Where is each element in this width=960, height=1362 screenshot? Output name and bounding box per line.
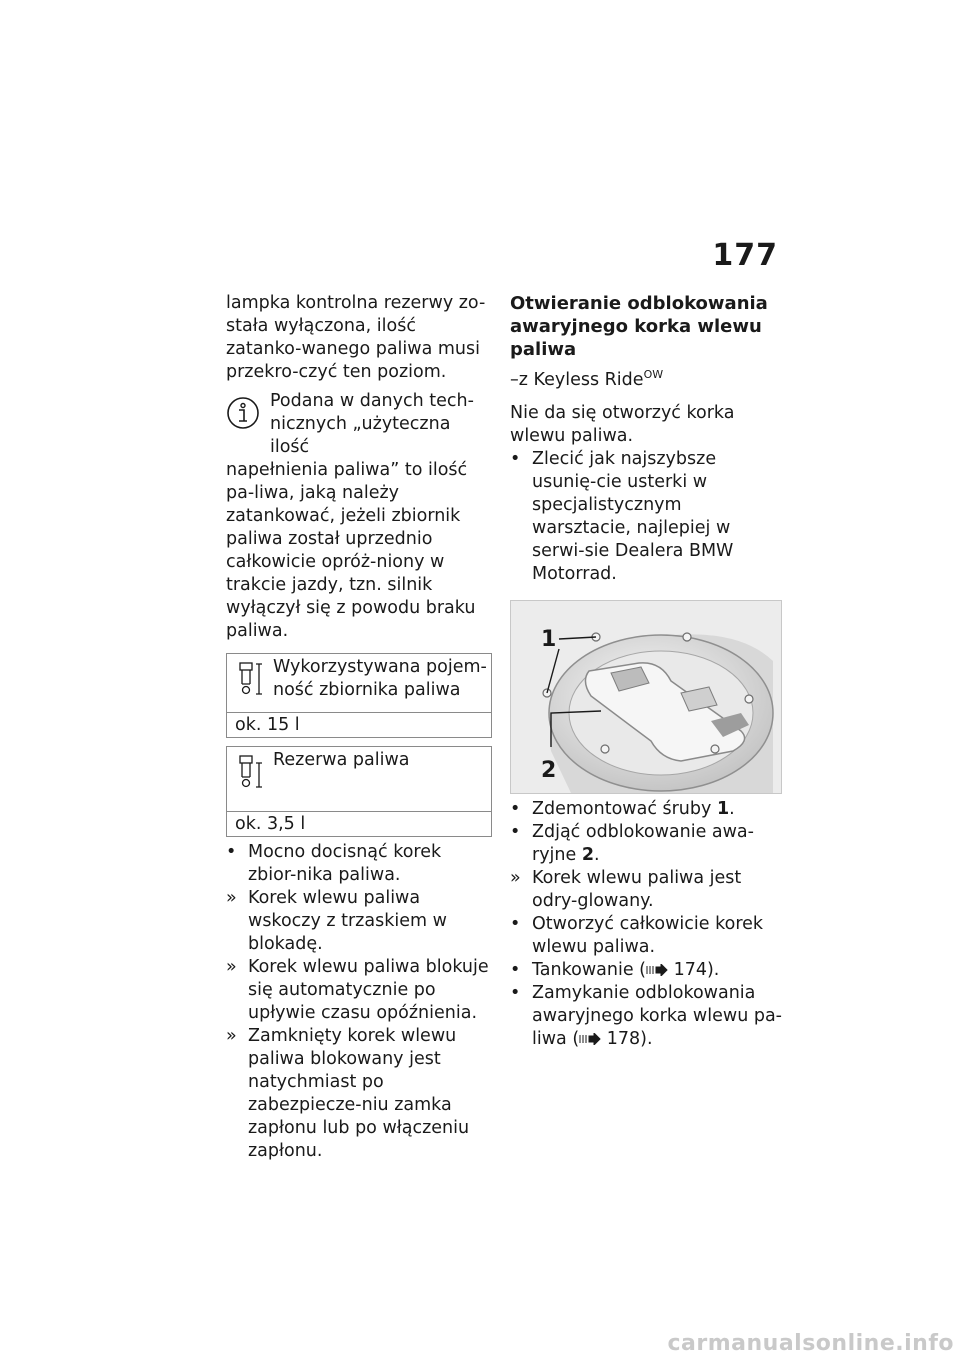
list-item — [510, 798, 782, 821]
note-text: napełnienia paliwa” to ilość pa-liwa, jaką należy zatankować, jeżeli zbiornik paliwa został uprzednio całkowicie opróż-niony w trakcie jazdy, tzn. silnik wyłączył się z powodu braku paliwa. — [226, 460, 476, 641]
spec-reserve — [226, 746, 492, 837]
spec-usable-capacity — [226, 653, 492, 738]
fuel-cap-illustration — [511, 601, 781, 793]
item-marker: • — [510, 798, 521, 819]
list-item — [510, 959, 782, 982]
left-item-list — [226, 841, 492, 1163]
list-item — [226, 956, 492, 1025]
page-reference-arrow-icon — [646, 964, 668, 976]
list-item — [510, 448, 782, 586]
item-text: Korek wlewu paliwa blokuje się automatycznie po upływie czasu opóźnienia. — [248, 957, 489, 1023]
item-text: Otworzyć całkowicie korek wlewu paliwa. — [532, 913, 764, 957]
item-marker: » — [226, 1026, 237, 1046]
item-text-end: . — [729, 798, 735, 819]
right-column — [510, 292, 782, 1051]
spec-value: ok. 15 l — [235, 715, 300, 735]
list-item — [226, 887, 492, 956]
list-item — [510, 867, 782, 913]
item-text: Zamykanie odblokowania awaryjnego korka wlewu pa-liwa ( — [532, 982, 782, 1049]
section-heading: Otwieranie odblokowania awaryjnego korka wlewu paliwa — [510, 293, 768, 360]
list-item — [510, 821, 782, 867]
item-text: Korek wlewu paliwa wskoczy z trzaskiem w blokadę. — [248, 888, 447, 954]
item-marker: » — [510, 867, 521, 888]
item-marker: • — [510, 959, 521, 980]
item-text-end: . — [594, 844, 600, 865]
item-text: Zamknięty korek wlewu paliwa blokowany jest natychmiast po zabezpiecze-niu zamka zapłonu lub po włączeniu zapłonu. — [248, 1026, 470, 1161]
intro-paragraph: lampka kontrolna rezerwy zo-stała wyłączona, ilość zatanko-wanego paliwa musi przekro-czyć ten poziom. — [226, 293, 486, 382]
steps-list — [510, 798, 782, 1051]
page-reference-link[interactable]: 174 — [673, 959, 707, 980]
item-marker: • — [226, 842, 237, 862]
info-note — [226, 390, 492, 643]
info-icon — [226, 396, 260, 430]
spec-value: ok. 3,5 l — [235, 814, 306, 834]
fuel-pump-icon — [237, 660, 265, 700]
item-text: Zdemontować śruby — [532, 798, 717, 819]
item-text: Zlecić jak najszybsze usunię-cie usterki w specjalistycznym warsztacie, najlepiej w serwi-sie Dealera BMW Motorrad. — [532, 448, 734, 584]
variant-note — [510, 363, 782, 392]
item-text: Zdjąć odblokowanie awa-ryjne — [532, 821, 754, 865]
list-item — [510, 913, 782, 959]
left-column — [226, 292, 492, 1163]
page-reference-link[interactable]: 178 — [606, 1028, 641, 1049]
item-marker: • — [510, 821, 521, 842]
figure-ref: 2 — [581, 844, 595, 865]
fuel-pump-icon — [237, 753, 265, 793]
item-text: Mocno docisnąć korek zbior-nika paliwa. — [248, 842, 442, 885]
list-item — [226, 1025, 492, 1163]
item-text: Korek wlewu paliwa jest odry-glowany. — [532, 867, 742, 911]
item-marker: » — [226, 957, 237, 977]
variant-superscript: OW — [643, 368, 664, 381]
page-reference-arrow-icon — [579, 1033, 601, 1045]
item-marker: • — [510, 913, 521, 934]
site-watermark: carmanualsonline.info — [667, 1331, 954, 1356]
lead-list — [510, 448, 782, 586]
spec-label: Rezerwa paliwa — [273, 750, 410, 770]
spec-label: Wykorzystywana pojem-ność zbiornika paliwa — [273, 657, 487, 700]
page-number: 177 — [712, 238, 778, 273]
figure-ref: 1 — [716, 798, 730, 819]
lead-paragraph: Nie da się otworzyć korka wlewu paliwa. — [510, 402, 735, 446]
list-item — [226, 841, 492, 887]
list-item — [510, 982, 782, 1051]
callout-2: 2 — [541, 757, 557, 783]
note-first-line: Podana w danych tech-nicznych „użyteczna ilość — [270, 391, 474, 457]
item-text: Tankowanie ( — [532, 959, 646, 980]
item-marker: • — [510, 982, 521, 1003]
variant-text: –z Keyless Ride — [510, 369, 644, 390]
item-marker: » — [226, 888, 237, 908]
item-text-end: ). — [706, 959, 720, 980]
fuel-cap-figure — [510, 600, 782, 794]
item-marker: • — [510, 448, 521, 469]
item-text-end: ). — [640, 1028, 653, 1049]
callout-1: 1 — [541, 626, 557, 652]
